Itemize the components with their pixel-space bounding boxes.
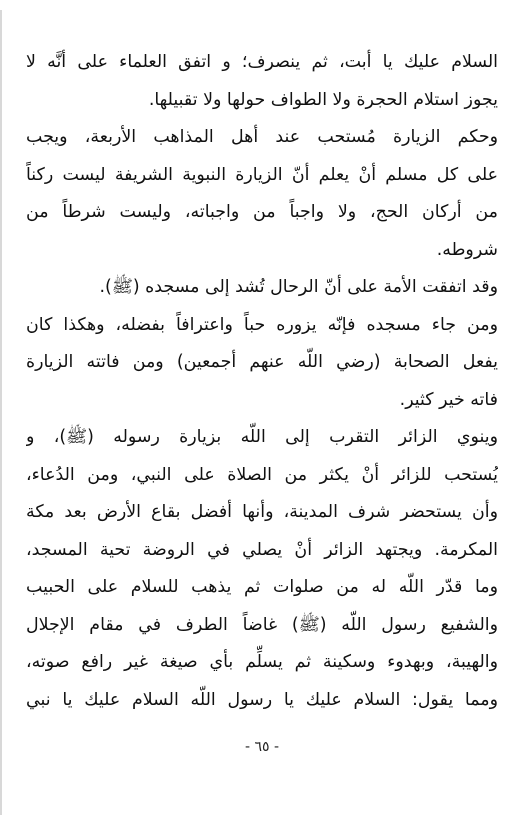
page-number: - ٦٥ -	[244, 739, 280, 755]
text-line: المكرمة. ويجتهد الزائر أنْ يصلي في الروضة تحية المسجد،	[26, 539, 498, 560]
text-line: والهيبة، وبهدوء وسكينة ثم يسلِّم بأي صيغة غير رافع صوته،	[26, 652, 498, 672]
text-line: على كل مسلم أنْ يعلم أنّ الزيارة النبوية الشريفة ليست ركناً	[26, 164, 498, 185]
page-edge-shadow	[0, 10, 2, 815]
text-line: وحكم الزيارة مُستحب عند أهل المذاهب الأربعة، ويجب	[26, 127, 498, 147]
text-line: ومما يقول: السلام عليك يا رسول اللّه السلام عليك يا نبي	[26, 689, 498, 710]
text-line: يُستحب للزائر أنْ يكثر من الصلاة على النبي، ومن الدُعاء،	[26, 464, 498, 485]
text-line: وقد اتفقت الأمة على أنّ الرحال تُشد إلى مسجده (ﷺ).	[99, 277, 498, 297]
book-page-text	[26, 44, 498, 719]
text-line: السلام عليك يا أبت، ثم ينصرف؛ و اتفق العلماء على أنَّه لا	[26, 52, 498, 72]
text-line: فاته خير كثير.	[399, 389, 498, 410]
text-line: يفعل الصحابة (رضي اللّه عنهم أجمعين) ومن فاتته الزيارة	[26, 352, 498, 372]
text-line: وينوي الزائر التقرب إلى اللّه بزيارة رسوله (ﷺ)، و	[26, 427, 498, 447]
text-line: من أركان الحج، ولا واجباً من واجباته، وليست شرطاً من	[26, 202, 498, 222]
text-line: والشفيع رسول اللّه (ﷺ) غاضاً الطرف في مقام الإجلال	[26, 614, 498, 635]
text-line: ومن جاء مسجده فإنّه يزوره حباً واعترافاً بفضله، وهكذا كان	[26, 314, 498, 335]
text-line: شروطه.	[436, 239, 498, 260]
text-line: وأن يستحضر شرف المدينة، وأنها أفضل بقاع الأرض بعد مكة	[26, 502, 498, 522]
text-line: وما قدّر اللّه له من صلوات ثم يذهب للسلام على الحبيب	[26, 577, 498, 597]
text-line: يجوز استلام الحجرة ولا الطواف حولها ولا تقبيلها.	[148, 89, 498, 110]
